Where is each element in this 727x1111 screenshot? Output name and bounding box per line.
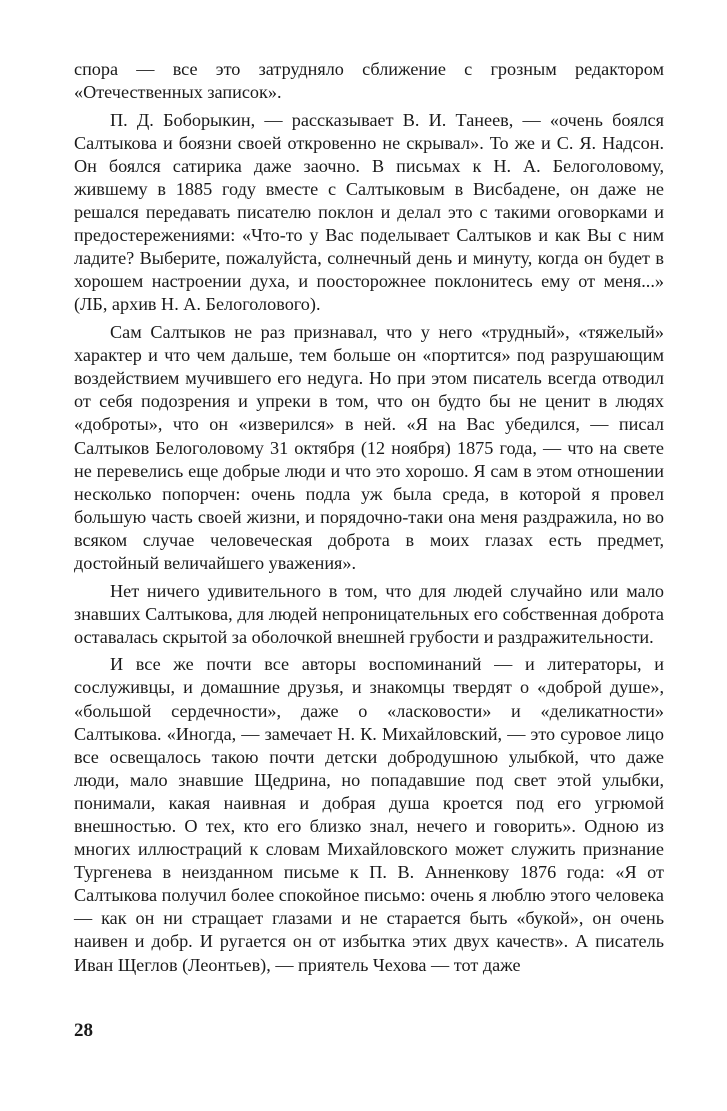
- page-body: [74, 58, 664, 981]
- page-number: 28: [74, 1020, 93, 1041]
- paragraph-memoirs: И все же почти все авторы воспоминаний — и литераторы, и сослуживцы, и домашние друзья, и знакомцы твердят о «доброй душе», «большой сердечности», даже о «ласковости» и «деликатности» Салтыкова. «Иногда, — замечает Н. К. Михайловский, — это суровое лицо все освещалось такою почти детски добродушною улыбкой, что даже люди, мало знавшие Щедрина, но попадавшие под свет этой улыбки, понимали, какая наивная и добрая душа кроется под его угрюмой внешностью. О тех, кто его близко знал, нечего и говорить». Одною из многих иллюстраций к словам Михайловского может служить признание Тургенева в неизданном письме к П. В. Анненкову 1876 года: «Я от Салтыкова получил более спокойное письмо: очень я люблю этого человека — как он ни стращает глазами и не старается быть «букой», он очень наивен и добр. И ругается он от избытка этих двух качеств». А писатель Иван Щеглов (Леонтьев), — приятель Чехова — тот даже: [74, 654, 664, 975]
- paragraph-continuation: спора — все это затрудняло сближение с грозным редактором «Отечественных записок».: [74, 59, 664, 103]
- paragraph-boborykin: П. Д. Боборыкин, — рассказывает В. И. Танеев, — «очень боялся Салтыкова и боязни своей откровенно не скрывал». То же и С. Я. Надсон. Он боялся сатирика даже заочно. В письмах к Н. А. Белоголовому, жившему в 1885 году вместе с Салтыковым в Висбадене, он даже не решался передавать писателю поклон и делал это с такими оговорками и предостережениями: «Что-то у Вас поделывает Салтыков и как Вы с ним ладите? Выберите, пожалуйста, солнечный день и минуту, когда он будет в хорошем настроении духа, и поосторожнее поклонитесь ему от меня...» (ЛБ, архив Н. А. Белоголового).: [74, 109, 664, 315]
- paragraph-nothing-surprising: Нет ничего удивительного в том, что для людей случайно или мало знавших Салтыкова, для людей непроницательных его собственная доброта оставалась скрытой за оболочкой внешней грубости и раздражительности.: [74, 580, 664, 647]
- paragraph-saltykov-admitted: Сам Салтыков не раз признавал, что у него «трудный», «тяжелый» характер и что чем дальше, тем больше он «портится» под разрушающим воздействием мучившего его недуга. Но при этом писатель всегда отводил от себя подозрения и упреки в том, что он будто бы не ценит в людях «доброты», что он «изверился» в ней. «Я на Вас убедился, — писал Салтыков Белоголовому 31 октября (12 ноября) 1875 года, — что на свете не перевелись еще добрые люди и что это хорошо. Я сам в этом отношении несколько попорчен: очень подла уж была среда, в которой я провел большую часть своей жизни, и порядочно-таки она меня раздражила, но во всяком случае человеческая доброта в моих глазах есть предмет, достойный величайшего уважения».: [74, 322, 664, 573]
